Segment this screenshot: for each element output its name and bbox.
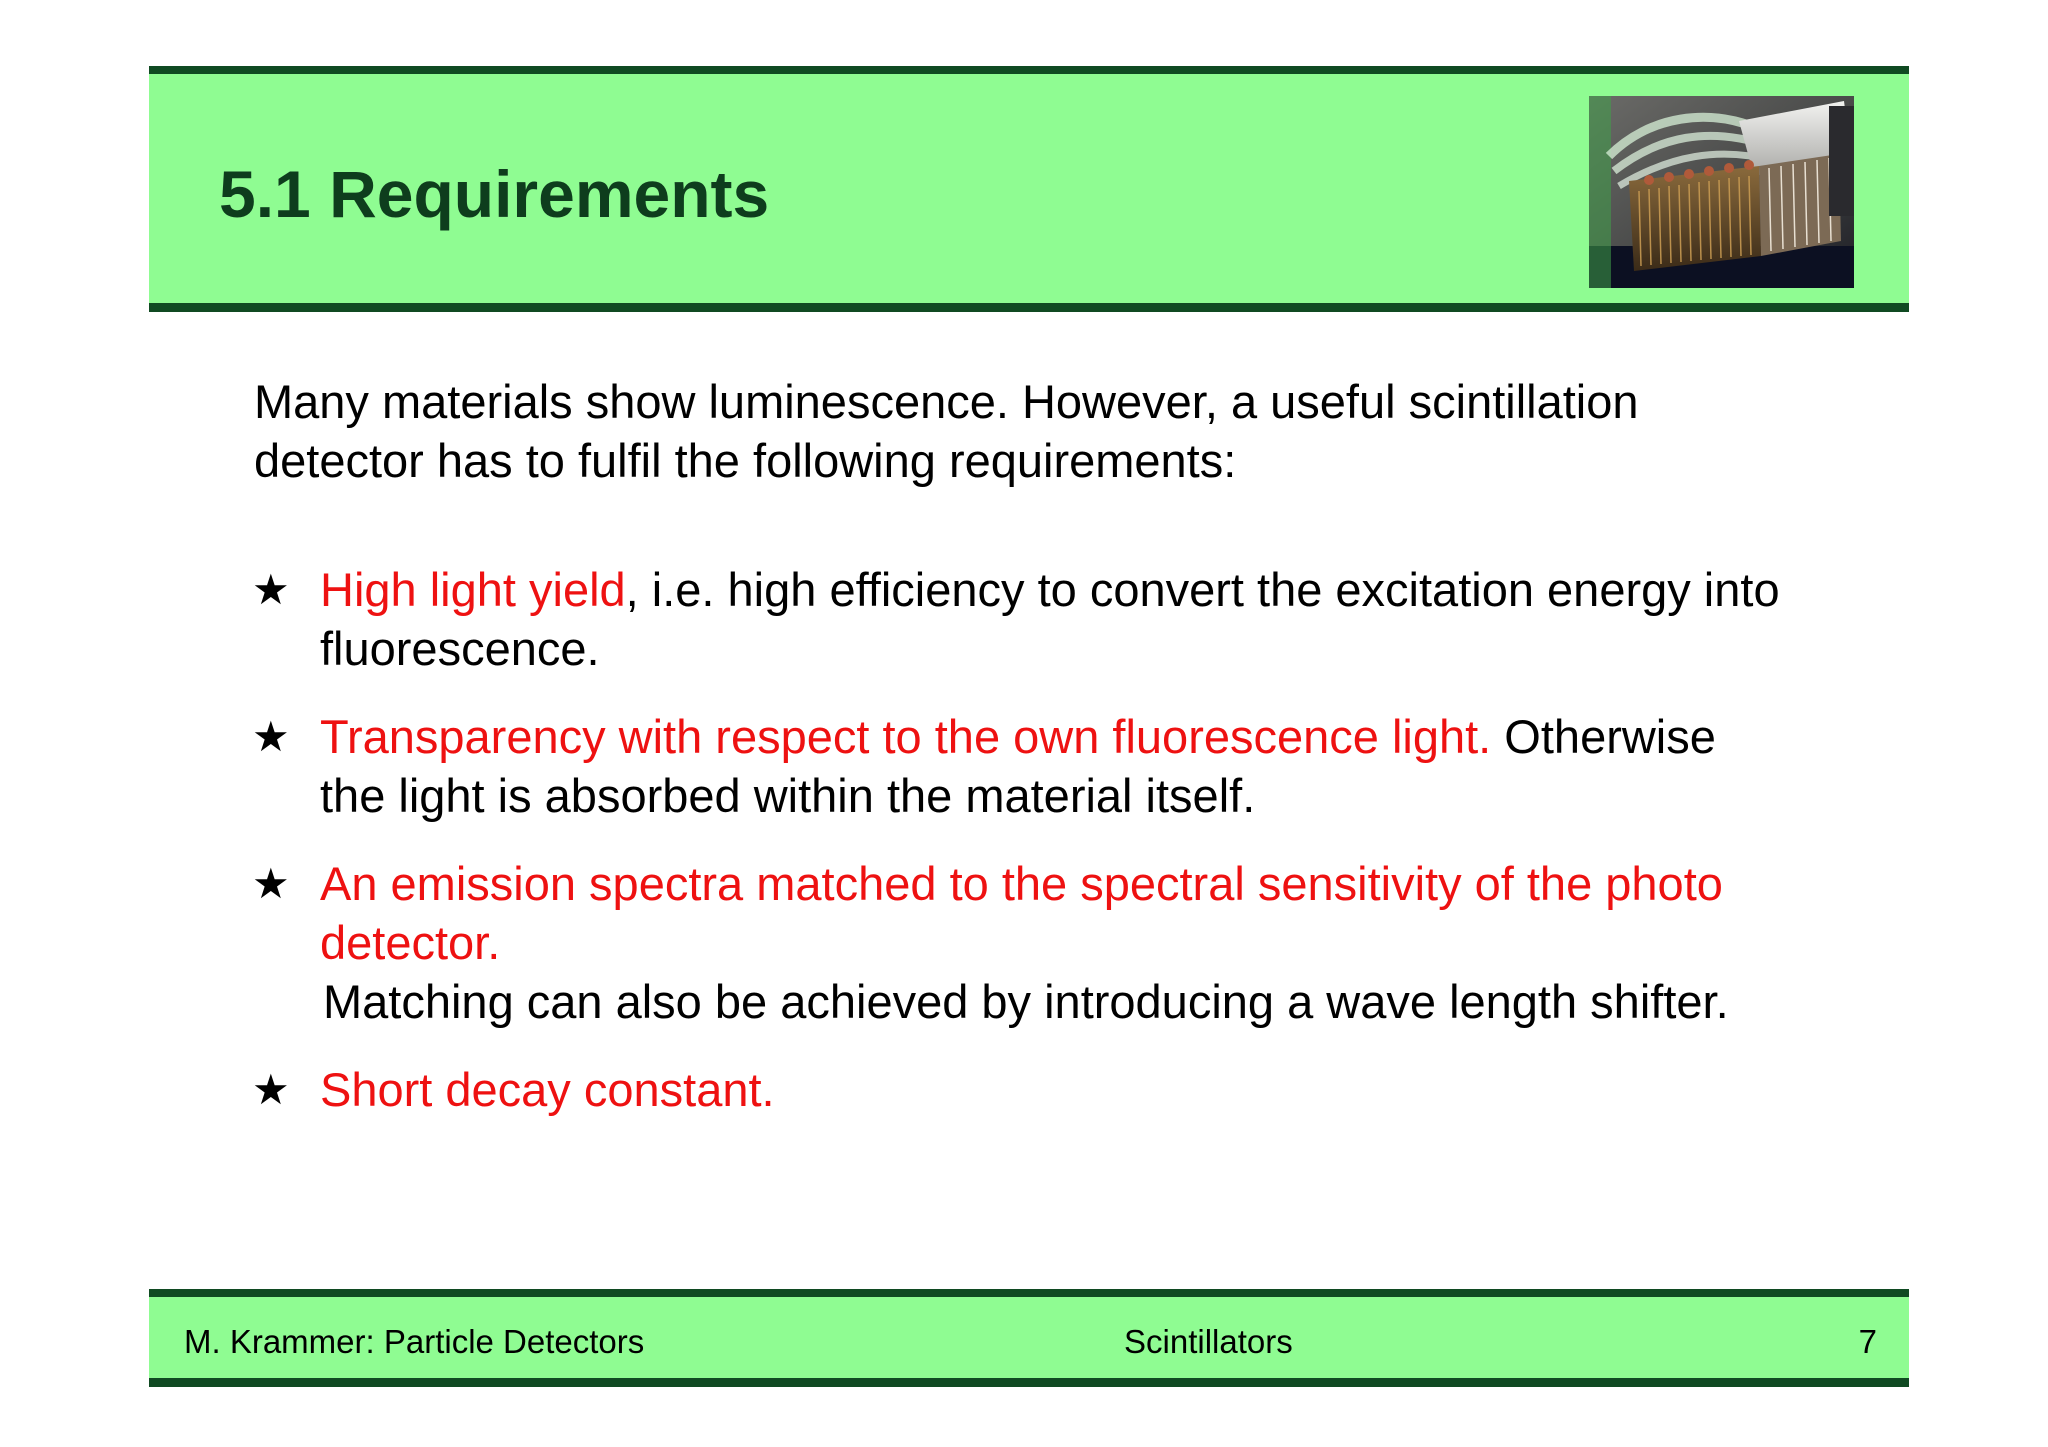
requirement-note: Matching can also be achieved by introducing a wave length shifter. [323,975,1729,1028]
star-bullet-icon: ★ [252,712,290,761]
star-bullet-icon: ★ [252,1065,290,1114]
requirement-text: Otherwise [1491,710,1716,763]
intro-line-1: Many materials show luminescence. However, a useful scintillation [254,375,1639,428]
requirement-highlight: An emission spectra matched to the spectral sensitivity of the photo [320,857,1723,910]
footer-author: M. Krammer: Particle Detectors [184,1323,645,1360]
header-band [149,66,1909,312]
requirement-text: , i.e. high efficiency to convert the excitation energy into [625,563,1780,616]
requirement-highlight: detector. [320,916,501,969]
requirement-highlight: Transparency with respect to the own fluorescence light. [320,710,1492,763]
scintillator-detector-image [1589,96,1854,288]
requirement-highlight: High light yield [320,563,626,616]
requirement-text: fluorescence. [320,622,600,675]
requirement-highlight: Short decay constant. [320,1063,775,1116]
page-number: 7 [1858,1323,1877,1360]
slide-title: 5.1 Requirements [219,157,770,231]
intro-line-2: detector has to fulfil the following requirements: [254,434,1237,487]
footer-band [149,1289,1909,1387]
intro-paragraph [254,372,1894,490]
requirement-text: the light is absorbed within the material itself. [320,769,1256,822]
footer-topic: Scintillators [1124,1323,1293,1360]
star-bullet-icon: ★ [252,859,290,908]
star-bullet-icon: ★ [252,565,290,614]
